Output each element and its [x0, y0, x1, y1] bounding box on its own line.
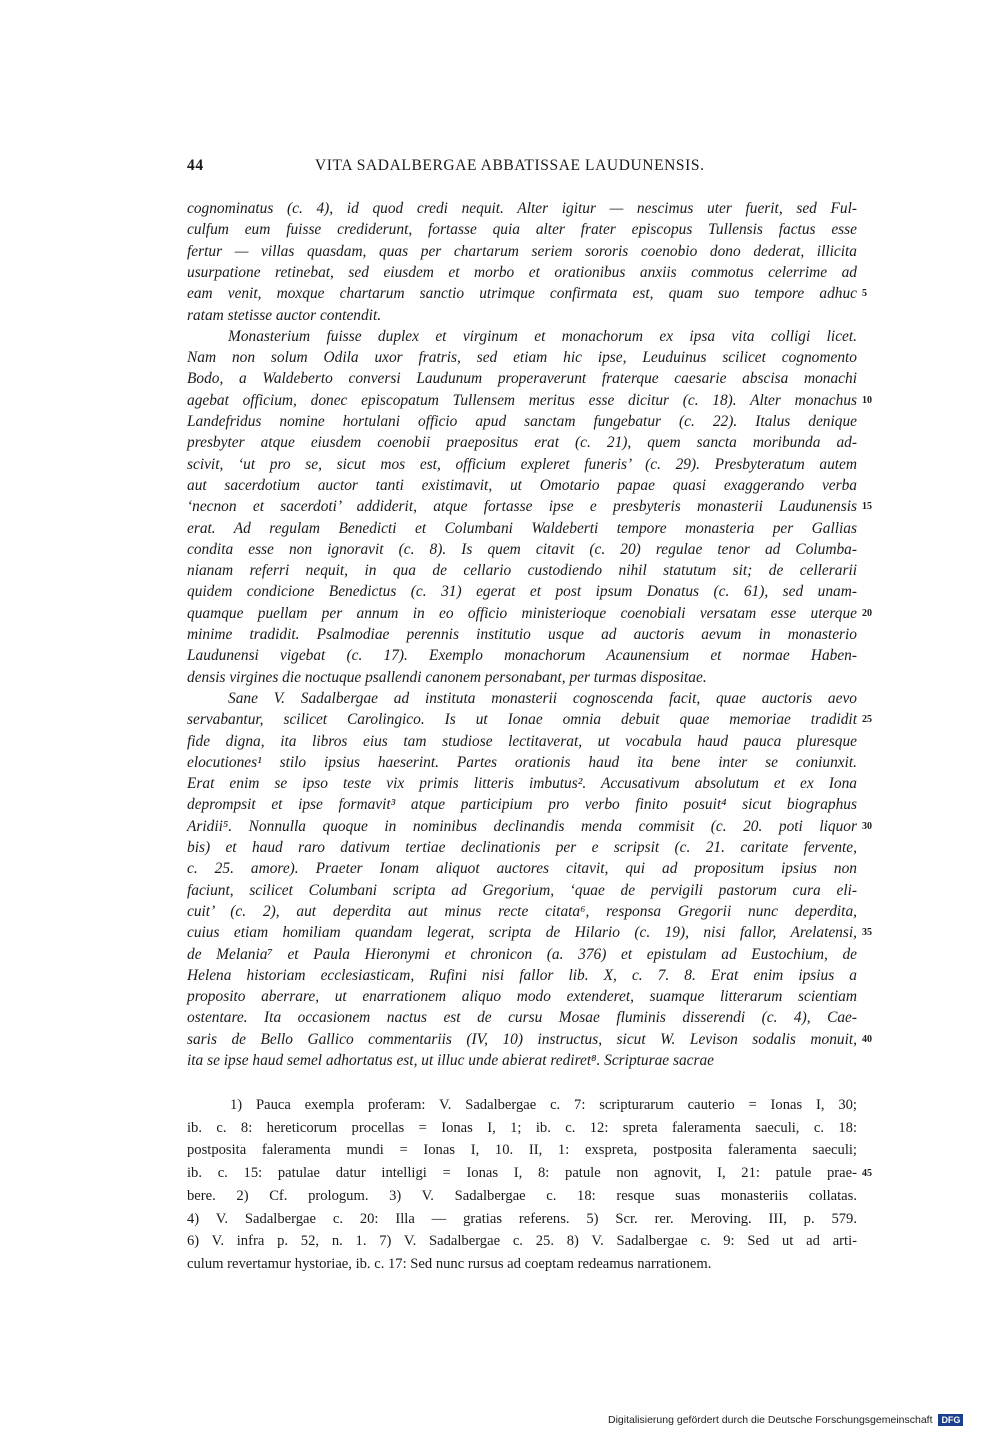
footnote-line: postposita faleramenta mundi = Ionas I, 10. II, 1: exspreta, postposita faleramenta saeculi; — [187, 1142, 857, 1159]
text-line: quidem condicione Benedictus (c. 31) egerat et post ipsum Donatus (c. 61), sed unam- — [187, 583, 857, 601]
footnote-line: ib. c. 8: hereticorum procellas = Ionas I, 1; ib. c. 12: spreta faleramenta saeculi, c. 18: — [187, 1119, 857, 1136]
footnote-line: 6) V. infra p. 52, n. 1. 7) V. Sadalbergae c. 25. 8) V. Sadalbergae c. 9: Sed ut ad arti- — [187, 1233, 857, 1250]
text-line: aut sacerdotium auctor tanti existimavit, ut Omotario papae quasi exaggerando verba — [187, 476, 857, 494]
line-number-marker: 40 — [862, 1033, 872, 1045]
text-line: Laudunensi vigebat (c. 17). Exemplo monachorum Acaunensium et normae Haben- — [187, 647, 857, 665]
text-line: de Melania⁷ et Paula Hieronymi et chronicon (a. 376) et epistulam ad Eustochium, de — [187, 945, 857, 963]
line-number-marker: 45 — [862, 1168, 872, 1180]
text-line: quamque puellam per annum in eo officio ministerioque coenobiali versatam esse uterque — [187, 604, 857, 622]
line-number-marker: 5 — [862, 288, 867, 300]
text-line: Erat enim se ipso teste vix primis litteris imbutus². Accusativum absolutum et ex Iona — [187, 775, 857, 793]
text-line: minime tradidit. Psalmodiae perennis institutio usque ad auctoris aevum in monasterio — [187, 626, 857, 643]
footnote-line: 4) V. Sadalbergae c. 20: Illa — gratias referens. 5) Scr. rer. Meroving. III, p. 579. — [187, 1210, 857, 1227]
text-line: Monasterium fuisse duplex et virginum et monachorum ex ipsa vita colligi licet. — [228, 327, 857, 345]
text-line: ostentare. Ita occasionem nactus est de cursu Mosae fluminis disserendi (c. 4), Cae- — [187, 1009, 857, 1027]
text-line: ita se ipse haud semel adhortatus est, ut illuc unde abierat rediret⁸. Scripturae sacrae — [187, 1052, 715, 1069]
text-line: Helena historiam ecclesiasticam, Rufini nisi fallor lib. X, c. 7. 8. Erat enim ipsius a — [187, 966, 857, 984]
text-line: elocutiones¹ stilo ipsius haeserint. Partes orationis haud ita bene inter se coniunxit. — [187, 753, 857, 771]
text-line: ‘necnon et sacerdoti’ addiderit, atque fortasse ipse e presbyteris monasterii Laudunensis — [187, 498, 857, 516]
dfg-logo: DFG — [938, 1414, 963, 1426]
text-line: Nam non solum Odila uxor fratris, sed etiam hic ipse, Leuduinus scilicet cognomento — [187, 349, 857, 367]
line-number-marker: 15 — [862, 501, 872, 513]
text-line: cuius etiam homiliam quandam legerat, scripta de Hilario (c. 19), nisi fallor, Arelatensi, — [187, 924, 857, 942]
text-line: eam venit, moxque chartarum sanctio utrimque confirmata est, quam suo tempore adhuc — [187, 285, 857, 303]
text-line: Sane V. Sadalbergae ad instituta monasterii cognoscenda facit, quae auctoris aevo — [228, 689, 857, 707]
text-line: densis virgines die noctuque psallendi canonem personabant, per turmas dispositae. — [187, 668, 707, 686]
footnote-line: ib. c. 15: patulae datur intelligi = Ionas I, 8: patule non agnovit, I, 21: patule prae- — [187, 1165, 857, 1182]
text-line: c. 25. amore). Praeter Ionam aliquot auctores citavit, qui ad propositum ipsius non — [187, 860, 857, 878]
text-line: usurpatione retinebat, sed eiusdem et morbo et orationibus anxiis commotus celerrime ad — [187, 263, 857, 281]
footnote-line: 1) Pauca exempla proferam: V. Sadalbergae c. 7: scripturarum cauterio = Ionas I, 30; — [230, 1097, 857, 1113]
text-line: bis) et haud raro dativum tertiae declinationis per e scripsit (c. 21. caritate fervente, — [187, 839, 857, 856]
text-line: Landefridus nomine hortulani officio apud sanctam fungebatur (c. 22). Italus denique — [187, 413, 857, 430]
text-line: proposito aberrare, ut enarrationem aliquo modo extenderet, suamque litterarum scientiam — [187, 988, 857, 1006]
page-number: 44 — [187, 157, 204, 174]
text-line: nianam referri nequit, in qua de cellario custodiendo nihil statutum sit; de cellerarii — [187, 562, 857, 580]
text-line: culfum eum fuisse crediderunt, fortasse quia alter frater episcopus Tullensis factus esse — [187, 221, 857, 239]
text-line: condita esse non ignoravit (c. 8). Is quem citavit (c. 20) regulae tenor ad Columba- — [187, 540, 857, 558]
text-line: faciunt, scilicet Columbani scripta ad Gregorium, ‘quae de pervigili pastorum cura eli- — [187, 881, 857, 899]
credit-text: Digitalisierung gefördert durch die Deutsche Forschungsgemeinschaft — [608, 1414, 933, 1426]
running-title: VITA SADALBERGAE ABBATISSAE LAUDUNENSIS. — [315, 157, 705, 174]
text-line: fertur — villas quasdam, quas per chartarum seriem sororis coenobio dono dederat, illicita — [187, 242, 857, 260]
text-line: deprompsit et ipse formavit³ atque participium pro verbo finito posuit⁴ sicut biographus — [187, 796, 857, 814]
text-line: presbyter atque eiusdem coenobii praepositus erat (c. 21), quem sancta moribunda ad- — [187, 434, 857, 452]
footnote-line: culum revertamur hystoriae, ib. c. 17: Sed nunc rursus ad coeptam redeamus narrationem. — [187, 1255, 712, 1272]
text-line: erat. Ad regulam Benedicti et Columbani Waldeberti tempore monasteria per Gallias — [187, 519, 857, 537]
text-line: scivit, ‘ut pro se, sicut mos est, officium expleret funeris’ (c. 29). Presbyteratum autem — [187, 455, 857, 473]
line-number-marker: 20 — [862, 607, 872, 619]
text-line: cognominatus (c. 4), id quod credi nequit. Alter igitur — nescimus uter fuerit, sed Ful- — [187, 200, 857, 217]
line-number-marker: 30 — [862, 820, 872, 832]
text-line: agebat officium, donec episcopatum Tullensem meritus esse dicitur (c. 18). Alter monachus — [187, 391, 857, 409]
footnote-line: bere. 2) Cf. prologum. 3) V. Sadalbergae c. 18: resque suas monasteriis collatas. — [187, 1187, 857, 1204]
text-line: Bodo, a Waldeberto conversi Laudunum properaverunt fraterque caesarie abscisa monachi — [187, 370, 857, 388]
text-line: Aridii⁵. Nonnulla quoque in nominibus declinandis menda commisit (c. 20. poti liquor — [187, 817, 857, 835]
line-number-marker: 25 — [862, 714, 872, 726]
text-line: ratam stetisse auctor contendit. — [187, 306, 382, 324]
text-line: fide digna, ita libros eius tam studiose lectitaverat, ut vocabula haud pauca pluresque — [187, 732, 857, 750]
line-number-marker: 35 — [862, 927, 872, 939]
text-line: servabantur, scilicet Carolingico. Is ut Ionae omnia debuit quae memoriae tradidit — [187, 711, 857, 729]
text-line: saris de Bello Gallico commentariis (IV, 10) instructus, sicut W. Levison sodalis monuit, — [187, 1030, 857, 1048]
page-header — [187, 157, 852, 181]
line-number-marker: 10 — [862, 394, 872, 406]
text-line: cuit’ (c. 2), aut deperdita aut minus recte citata⁶, responsa Gregorii nunc deperdita, — [187, 902, 857, 920]
digitization-credit — [608, 1414, 963, 1426]
